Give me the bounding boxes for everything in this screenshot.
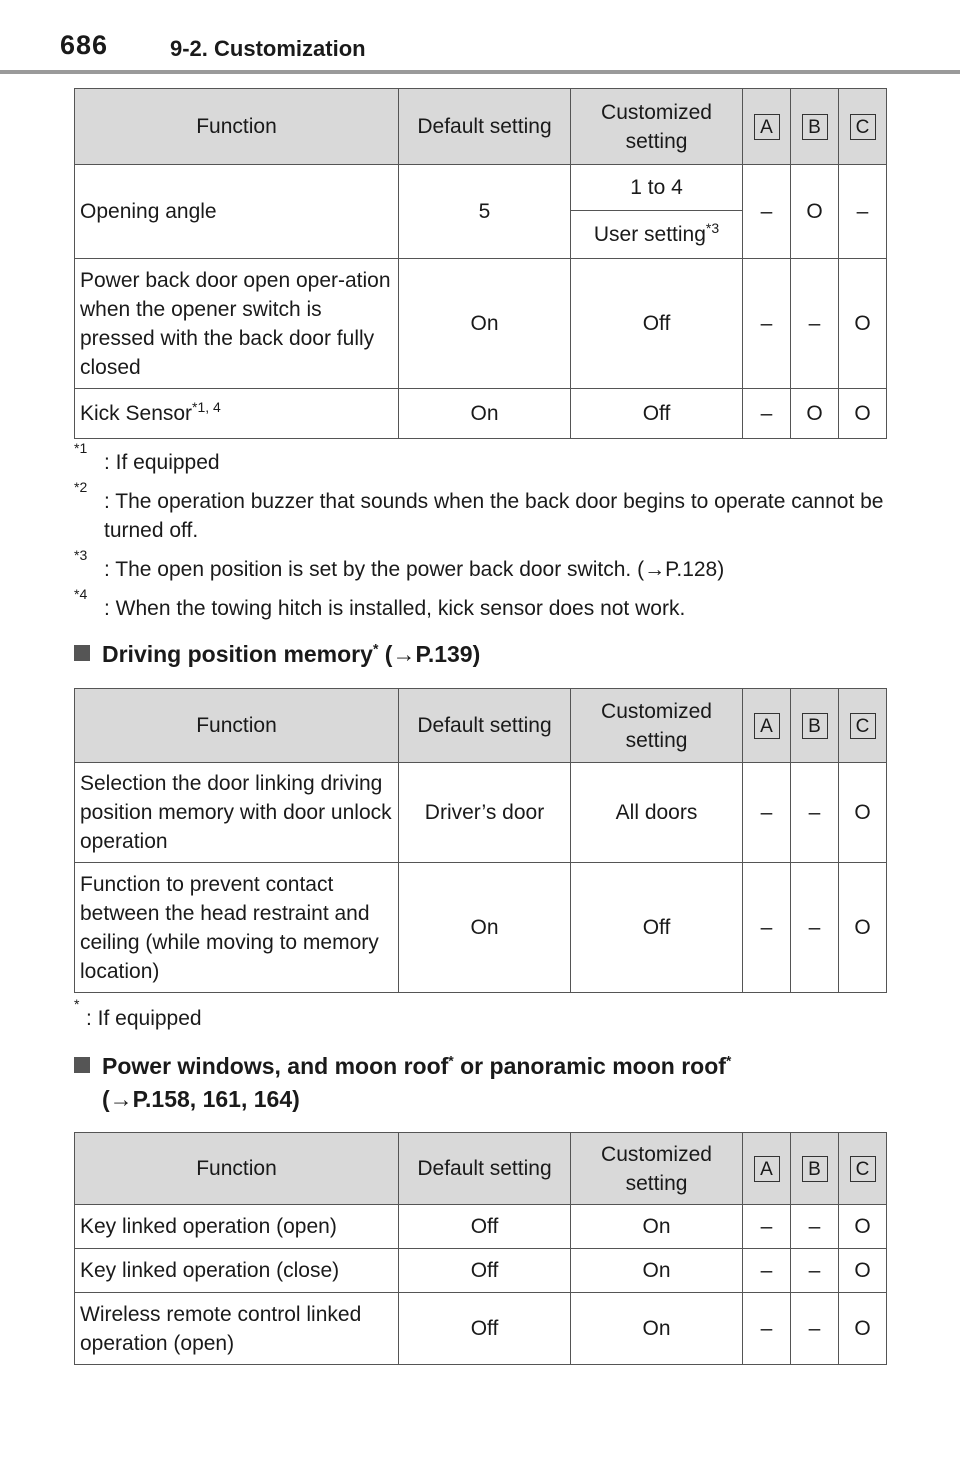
col-b bbox=[791, 1133, 839, 1205]
footnote-text: : If equipped bbox=[86, 1007, 202, 1030]
function-cell: Wireless remote control linked operation (open) bbox=[75, 1293, 399, 1365]
heading-text: Power windows, and moon roof bbox=[102, 1053, 449, 1079]
a-cell: – bbox=[743, 1293, 791, 1365]
table-row bbox=[75, 165, 887, 211]
badge-a: A bbox=[754, 713, 780, 739]
col-c bbox=[839, 689, 887, 763]
custom-cell: Off bbox=[571, 389, 743, 439]
c-cell: O bbox=[839, 863, 887, 993]
a-cell: – bbox=[743, 863, 791, 993]
col-a bbox=[743, 1133, 791, 1205]
default-cell: Off bbox=[399, 1205, 571, 1249]
footnote: *1 : If equipped bbox=[74, 440, 220, 474]
customization-table-driving-position bbox=[74, 688, 887, 993]
custom-cell: Off bbox=[571, 863, 743, 993]
footnote-ref: *1, 4 bbox=[192, 399, 221, 415]
table-row bbox=[75, 1205, 887, 1249]
default-cell: Off bbox=[399, 1249, 571, 1293]
table-header-row bbox=[75, 89, 887, 165]
default-cell: On bbox=[399, 863, 571, 993]
custom-cell: Off bbox=[571, 259, 743, 389]
col-function: Function bbox=[75, 689, 399, 763]
col-b bbox=[791, 689, 839, 763]
c-cell: O bbox=[839, 1249, 887, 1293]
footnote-ref: * bbox=[725, 1052, 732, 1069]
customization-table-back-door bbox=[74, 88, 887, 439]
badge-c: C bbox=[850, 114, 876, 140]
default-cell: On bbox=[399, 259, 571, 389]
col-function: Function bbox=[75, 89, 399, 165]
col-a bbox=[743, 689, 791, 763]
footnote: *3 : The open position is set by the power back door switch. (→P.128) bbox=[74, 547, 725, 581]
function-cell bbox=[75, 389, 399, 439]
footnote-text: : When the towing hitch is installed, kick sensor does not work. bbox=[104, 597, 686, 620]
table-row bbox=[75, 1249, 887, 1293]
footnote-ref: * bbox=[448, 1052, 454, 1069]
a-cell: – bbox=[743, 763, 791, 863]
custom-cell: On bbox=[571, 1293, 743, 1365]
a-cell: – bbox=[743, 1205, 791, 1249]
default-cell: Off bbox=[399, 1293, 571, 1365]
square-bullet-icon bbox=[74, 1057, 90, 1073]
col-customized: Customized setting bbox=[571, 89, 743, 165]
function-cell: Selection the door linking driving position memory with door unlock operation bbox=[75, 763, 399, 863]
section-title: 9-2. Customization bbox=[170, 36, 366, 61]
default-cell: On bbox=[399, 389, 571, 439]
footnote-ref: * bbox=[372, 640, 379, 657]
page-ref-link[interactable]: (→P.139) bbox=[378, 641, 481, 667]
b-cell: O bbox=[791, 165, 839, 259]
table-header-row bbox=[75, 1133, 887, 1205]
custom-cell: 1 to 4 bbox=[571, 165, 743, 211]
b-cell: O bbox=[791, 389, 839, 439]
a-cell: – bbox=[743, 1249, 791, 1293]
col-b bbox=[791, 89, 839, 165]
badge-b: B bbox=[802, 713, 828, 739]
footnote-text: : The open position is set by the power back door switch. (→P.128) bbox=[104, 558, 725, 581]
c-cell: O bbox=[839, 763, 887, 863]
footnote-text: : If equipped bbox=[104, 451, 220, 474]
b-cell: – bbox=[791, 259, 839, 389]
footnote: *2 : The operation buzzer that sounds when the back door begins to operate cannot be turned off. bbox=[74, 479, 884, 542]
page-ref-link[interactable]: (→P.158, 161, 164) bbox=[102, 1086, 300, 1112]
function-cell: Power back door open oper-ation when the opener switch is pressed with the back door fully closed bbox=[75, 259, 399, 389]
badge-c: C bbox=[850, 1156, 876, 1182]
b-cell: – bbox=[791, 1293, 839, 1365]
footnote: *4 : When the towing hitch is installed, kick sensor does not work. bbox=[74, 586, 686, 620]
c-cell: O bbox=[839, 1293, 887, 1365]
table-header-row bbox=[75, 689, 887, 763]
a-cell: – bbox=[743, 259, 791, 389]
c-cell: O bbox=[839, 259, 887, 389]
heading-text: or panoramic moon roof bbox=[453, 1053, 726, 1079]
col-a bbox=[743, 89, 791, 165]
function-cell: Key linked operation (open) bbox=[75, 1205, 399, 1249]
footnotes-2 bbox=[74, 996, 886, 1043]
section-heading-driving-position bbox=[74, 638, 480, 671]
section-heading-power-windows bbox=[74, 1050, 731, 1116]
custom-cell: All doors bbox=[571, 763, 743, 863]
footnote-ref: *3 bbox=[705, 220, 720, 236]
badge-c: C bbox=[850, 713, 876, 739]
table-row bbox=[75, 259, 887, 389]
footnote-text: : The operation buzzer that sounds when the back door begins to operate cannot be turned off. bbox=[104, 490, 884, 542]
badge-b: B bbox=[802, 114, 828, 140]
page-header bbox=[0, 0, 960, 76]
default-cell: 5 bbox=[399, 165, 571, 259]
custom-cell: On bbox=[571, 1205, 743, 1249]
b-cell: – bbox=[791, 1205, 839, 1249]
col-default: Default setting bbox=[399, 89, 571, 165]
function-cell: Opening angle bbox=[75, 165, 399, 259]
function-cell: Function to prevent contact between the head restraint and ceiling (while moving to memory location) bbox=[75, 863, 399, 993]
table-row bbox=[75, 763, 887, 863]
b-cell: – bbox=[791, 863, 839, 993]
c-cell: – bbox=[839, 165, 887, 259]
heading-text: Driving position memory bbox=[102, 641, 373, 667]
col-c bbox=[839, 89, 887, 165]
function-text: Kick Sensor bbox=[80, 402, 193, 425]
c-cell: O bbox=[839, 1205, 887, 1249]
badge-b: B bbox=[802, 1156, 828, 1182]
header-rule bbox=[0, 70, 960, 74]
col-default: Default setting bbox=[399, 1133, 571, 1205]
col-function: Function bbox=[75, 1133, 399, 1205]
default-cell: Driver’s door bbox=[399, 763, 571, 863]
heading-line-1 bbox=[74, 1050, 731, 1083]
badge-a: A bbox=[754, 1156, 780, 1182]
customization-table-power-windows bbox=[74, 1132, 887, 1365]
custom-cell-text: User setting bbox=[593, 223, 706, 246]
custom-cell bbox=[571, 211, 743, 259]
b-cell: – bbox=[791, 763, 839, 863]
c-cell: O bbox=[839, 389, 887, 439]
col-customized: Customized setting bbox=[571, 689, 743, 763]
col-c bbox=[839, 1133, 887, 1205]
a-cell: – bbox=[743, 389, 791, 439]
col-default: Default setting bbox=[399, 689, 571, 763]
footnotes-1 bbox=[74, 440, 886, 633]
a-cell: – bbox=[743, 165, 791, 259]
table-row bbox=[75, 389, 887, 439]
table-row bbox=[75, 1293, 887, 1365]
footnote: * : If equipped bbox=[74, 996, 202, 1030]
col-customized: Customized setting bbox=[571, 1133, 743, 1205]
page-number: 686 bbox=[60, 30, 109, 60]
b-cell: – bbox=[791, 1249, 839, 1293]
table-row bbox=[75, 863, 887, 993]
function-cell: Key linked operation (close) bbox=[75, 1249, 399, 1293]
custom-cell: On bbox=[571, 1249, 743, 1293]
badge-a: A bbox=[754, 114, 780, 140]
square-bullet-icon bbox=[74, 645, 90, 661]
